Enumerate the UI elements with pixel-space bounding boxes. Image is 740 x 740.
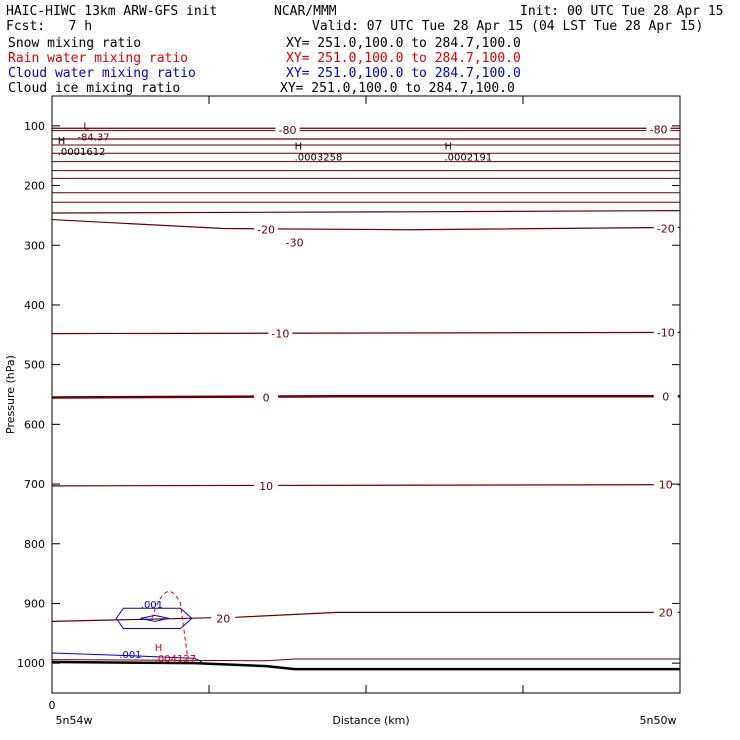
- isotherm-label: -10: [271, 327, 290, 341]
- isotherm-label: -10: [656, 326, 675, 340]
- isotherm-minus10: [52, 332, 680, 333]
- x-left-position: 5n54w: [55, 714, 93, 727]
- field-cloudwater-xy: XY= 251.0,100.0 to 284.7,100.0: [286, 66, 521, 81]
- extremum-l-marker: L: [83, 121, 89, 133]
- y-tick-label: 900: [24, 597, 45, 611]
- isotherm-label: 10: [259, 479, 274, 493]
- field-cloudice-name: Cloud ice mixing ratio: [8, 81, 181, 96]
- y-tick-label: 800: [24, 537, 45, 551]
- terrain-line: [52, 662, 680, 669]
- init-label: Init: 00 UTC Tue 28 Apr 15: [520, 4, 724, 19]
- fcst-label: Fcst: 7 h: [6, 19, 93, 34]
- y-axis-label: Pressure (hPa): [4, 355, 17, 434]
- y-tick-label: 1000: [17, 657, 45, 671]
- isotherm-label: -80: [278, 124, 297, 138]
- org-label: NCAR/MMM: [274, 4, 337, 19]
- y-tick-label: 500: [24, 358, 45, 372]
- field-snow-xy: XY= 251.0,100.0 to 284.7,100.0: [286, 36, 521, 51]
- y-tick-label: 700: [24, 478, 45, 492]
- cloud-water-label: .001: [140, 600, 164, 612]
- isotherm-label: -20: [656, 222, 675, 236]
- isotherm-label: 20: [658, 606, 673, 620]
- surface-isotherm: [52, 659, 680, 661]
- extremum-value: -84.37: [77, 132, 110, 144]
- extremum-value: .0002191: [444, 152, 493, 164]
- extremum-value: .0001612: [57, 146, 106, 158]
- field-rain-xy: XY= 251.0,100.0 to 284.7,100.0: [286, 51, 521, 66]
- y-tick-label: 400: [24, 298, 45, 312]
- x-right-position: 5n50w: [639, 714, 677, 727]
- extremum-h-marker: H: [57, 135, 66, 147]
- extremum-value: .004127: [154, 654, 197, 666]
- valid-label: Valid: 07 UTC Tue 28 Apr 15 (04 LST Tue 28 Apr 15): [312, 19, 704, 34]
- isotherm-label: 0: [262, 391, 270, 405]
- extremum-h-marker: H: [154, 643, 163, 655]
- field-cloudwater-name: Cloud water mixing ratio: [8, 66, 196, 81]
- extremum-h-marker: H: [444, 141, 453, 153]
- isotherm-0: [52, 396, 680, 397]
- y-tick-label: 200: [24, 179, 45, 193]
- isotherm-label: 0: [662, 390, 670, 404]
- field-snow-name: Snow mixing ratio: [8, 36, 142, 51]
- model-title: HAIC-HIWC 13km ARW-GFS init: [6, 4, 218, 19]
- field-cloudice-xy: XY= 251.0,100.0 to 284.7,100.0: [280, 81, 515, 96]
- isotherm-label: -80: [649, 123, 668, 137]
- isotherm-label: 10: [658, 478, 673, 492]
- extremum-value: .0003258: [294, 152, 343, 164]
- x-axis-label: Distance (km): [332, 714, 410, 727]
- extremum-h-marker: H: [294, 141, 303, 153]
- isotherm-label: -30: [285, 236, 304, 250]
- isotherm-label: 20: [216, 612, 231, 626]
- y-tick-label: 600: [24, 418, 45, 432]
- isotherm-minus20: [52, 220, 680, 230]
- isotherm-10: [52, 485, 680, 486]
- y-tick-label: 300: [24, 239, 45, 253]
- isotherm-label: -20: [257, 223, 276, 237]
- field-rain-name: Rain water mixing ratio: [8, 51, 189, 66]
- x-left-value: 0: [48, 699, 56, 712]
- cloud-water-label: .001: [119, 650, 142, 662]
- isotherm-minus30: [52, 211, 680, 213]
- y-tick-label: 100: [24, 119, 45, 133]
